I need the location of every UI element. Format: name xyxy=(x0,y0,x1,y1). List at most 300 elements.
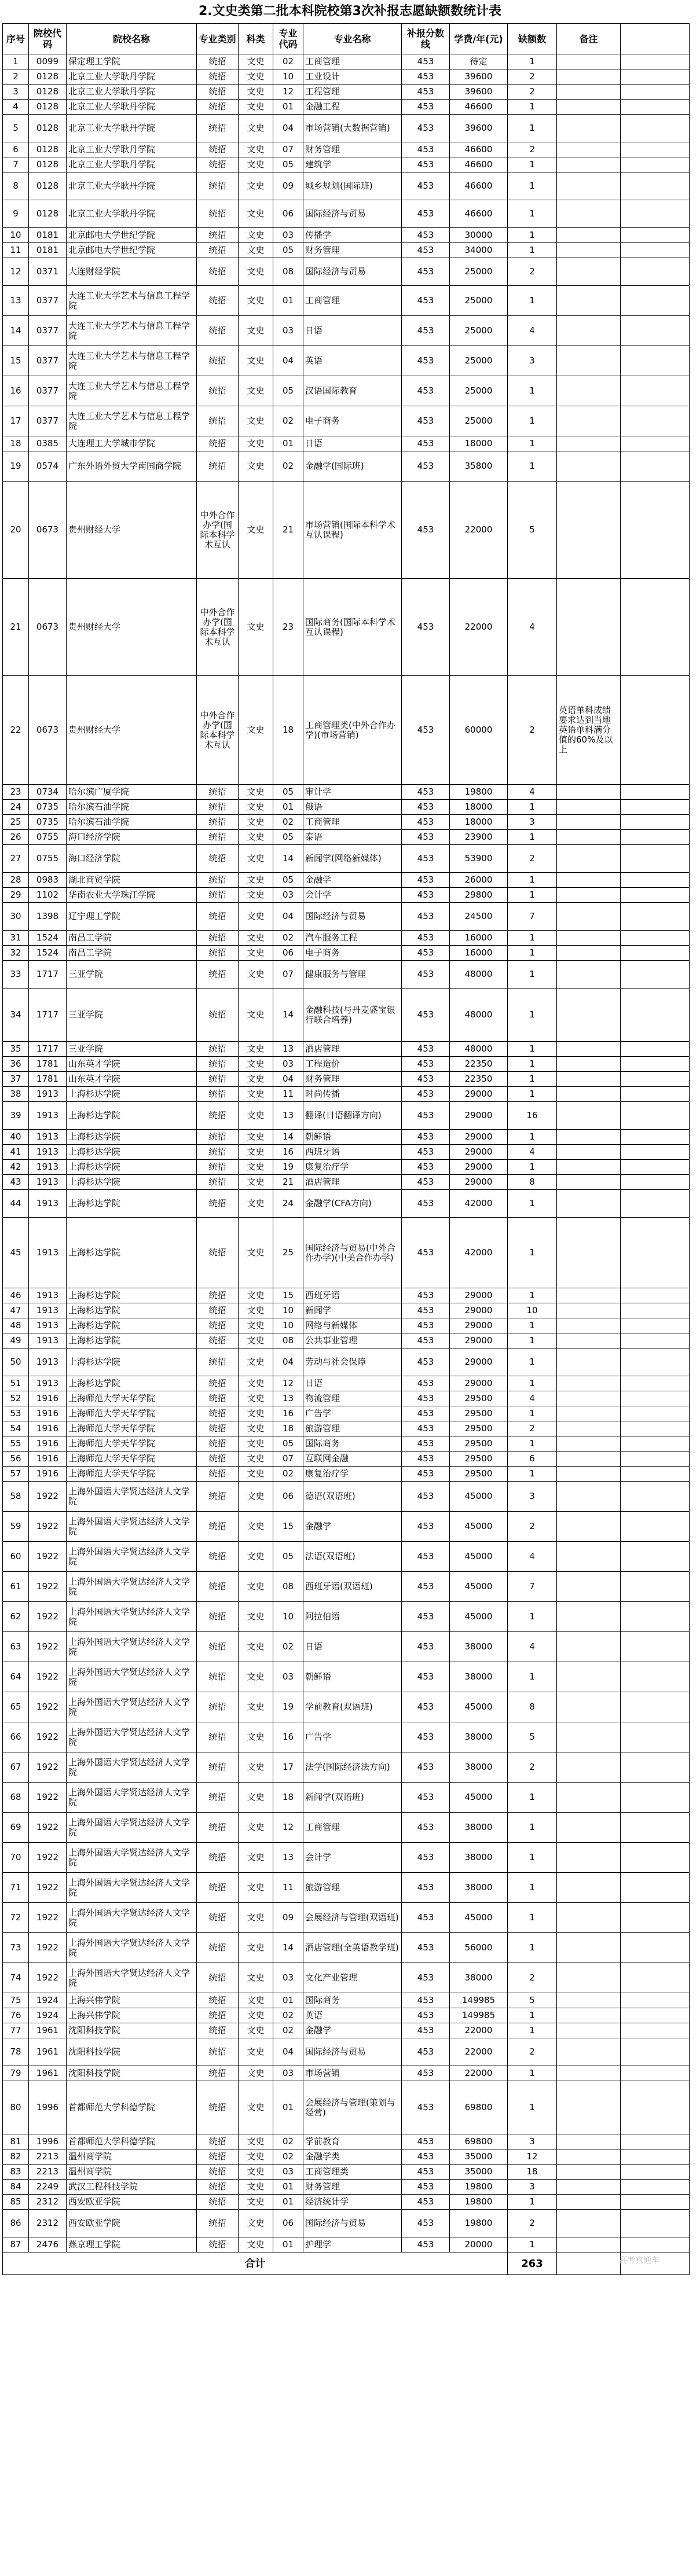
cell-school: 西安欧亚学院 xyxy=(67,2195,197,2210)
cell-score-line: 453 xyxy=(402,451,450,482)
cell-category: 统招 xyxy=(197,2081,239,2134)
cell-code: 1961 xyxy=(29,2023,67,2038)
cell-major: 英语 xyxy=(303,2008,402,2023)
cell-major-code: 02 xyxy=(273,2134,303,2149)
cell-major-code: 04 xyxy=(273,115,303,142)
cell-note xyxy=(557,1993,621,2008)
cell-gap: 1 xyxy=(508,2066,557,2081)
cell-note xyxy=(557,1451,621,1467)
table-row xyxy=(3,406,690,436)
cell-subject: 文史 xyxy=(239,157,273,172)
cell-note xyxy=(557,172,621,200)
cell-score-line: 453 xyxy=(402,1057,450,1072)
cell-code: 1922 xyxy=(29,1482,67,1512)
cell-subject: 文史 xyxy=(239,228,273,243)
cell-category: 中外合作办学(国际本科学术互认 xyxy=(197,482,239,579)
cell-major-code: 09 xyxy=(273,172,303,200)
table-row xyxy=(3,1451,690,1467)
cell-score-line: 453 xyxy=(402,1813,450,1843)
cell-score-line: 453 xyxy=(402,1752,450,1783)
cell-school: 三亚学院 xyxy=(67,961,197,988)
cell-school: 贵州财经大学 xyxy=(67,482,197,579)
cell-major-code: 21 xyxy=(273,1175,303,1190)
cell-code: 1913 xyxy=(29,1318,67,1333)
table-row xyxy=(3,1333,690,1348)
cell-major-code: 10 xyxy=(273,1602,303,1632)
cell-major: 国际经济与贸易 xyxy=(303,200,402,228)
table-row xyxy=(3,1391,690,1406)
cell-spare xyxy=(621,316,690,346)
cell-note xyxy=(557,1467,621,1482)
cell-major-code: 05 xyxy=(273,830,303,845)
cell-note xyxy=(557,200,621,228)
cell-category: 统招 xyxy=(197,961,239,988)
cell-no: 37 xyxy=(3,1072,29,1087)
cell-no: 70 xyxy=(3,1843,29,1873)
cell-no: 42 xyxy=(3,1160,29,1175)
table-row xyxy=(3,1752,690,1783)
cell-gap: 2 xyxy=(508,2038,557,2066)
cell-note xyxy=(557,1376,621,1391)
cell-subject: 文史 xyxy=(239,482,273,579)
cell-subject: 文史 xyxy=(239,451,273,482)
cell-code: 1913 xyxy=(29,1175,67,1190)
cell-score-line: 453 xyxy=(402,1692,450,1722)
cell-category: 统招 xyxy=(197,200,239,228)
cell-spare xyxy=(621,2237,690,2252)
cell-spare xyxy=(621,1042,690,1057)
cell-school: 北京工业大学耿丹学院 xyxy=(67,157,197,172)
cell-no: 9 xyxy=(3,200,29,228)
cell-no: 53 xyxy=(3,1406,29,1421)
cell-subject: 文史 xyxy=(239,2180,273,2195)
cell-major-code: 06 xyxy=(273,1482,303,1512)
cell-major-code: 08 xyxy=(273,1572,303,1602)
cell-category: 统招 xyxy=(197,2134,239,2149)
cell-school: 上海师范大学天华学院 xyxy=(67,1406,197,1421)
cell-major-code: 14 xyxy=(273,845,303,873)
cell-spare xyxy=(621,1057,690,1072)
cell-score-line: 453 xyxy=(402,2081,450,2134)
cell-score-line: 453 xyxy=(402,1288,450,1303)
cell-subject: 文史 xyxy=(239,1318,273,1333)
table-row xyxy=(3,1993,690,2008)
cell-major-code: 14 xyxy=(273,1933,303,1963)
cell-gap: 2 xyxy=(508,2210,557,2237)
cell-subject: 文史 xyxy=(239,2134,273,2149)
cell-school: 上海杉达学院 xyxy=(67,1288,197,1303)
cell-school: 哈尔滨广厦学院 xyxy=(67,785,197,800)
cell-note xyxy=(557,845,621,873)
cell-major: 西班牙语 xyxy=(303,1288,402,1303)
cell-note xyxy=(557,1057,621,1072)
cell-gap: 4 xyxy=(508,1391,557,1406)
cell-gap: 1 xyxy=(508,1160,557,1175)
cell-fee: 39600 xyxy=(450,115,508,142)
cell-code: 0128 xyxy=(29,100,67,115)
cell-no: 44 xyxy=(3,1190,29,1218)
cell-major-code: 02 xyxy=(273,2008,303,2023)
cell-gap: 1 xyxy=(508,988,557,1042)
cell-subject: 文史 xyxy=(239,1057,273,1072)
cell-spare xyxy=(621,200,690,228)
cell-no: 52 xyxy=(3,1391,29,1406)
cell-school: 上海杉达学院 xyxy=(67,1218,197,1288)
cell-major-code: 10 xyxy=(273,1303,303,1318)
cell-subject: 文史 xyxy=(239,815,273,830)
cell-spare xyxy=(621,2195,690,2210)
cell-major-code: 02 xyxy=(273,1632,303,1662)
table-row xyxy=(3,961,690,988)
cell-school: 上海兴伟学院 xyxy=(67,2008,197,2023)
cell-gap: 1 xyxy=(508,1843,557,1873)
cell-spare xyxy=(621,1873,690,1903)
cell-code: 2213 xyxy=(29,2165,67,2180)
cell-major: 国际商务 xyxy=(303,1436,402,1451)
cell-subject: 文史 xyxy=(239,115,273,142)
cell-note xyxy=(557,903,621,931)
cell-note xyxy=(557,888,621,903)
cell-major-code: 04 xyxy=(273,903,303,931)
cell-subject: 文史 xyxy=(239,1752,273,1783)
cell-score-line: 453 xyxy=(402,579,450,676)
cell-category: 统招 xyxy=(197,1348,239,1376)
cell-note xyxy=(557,1783,621,1813)
cell-category: 统招 xyxy=(197,1451,239,1467)
cell-category: 统招 xyxy=(197,1145,239,1160)
cell-major-code: 01 xyxy=(273,2180,303,2195)
cell-code: 1922 xyxy=(29,1692,67,1722)
cell-gap: 1 xyxy=(508,1333,557,1348)
cell-school: 西安欧亚学院 xyxy=(67,2210,197,2237)
cell-category: 统招 xyxy=(197,69,239,84)
cell-score-line: 453 xyxy=(402,1042,450,1057)
cell-score-line: 453 xyxy=(402,406,450,436)
cell-score-line: 453 xyxy=(402,258,450,286)
cell-category: 统招 xyxy=(197,346,239,376)
cell-category: 统招 xyxy=(197,54,239,69)
cell-fee: 22000 xyxy=(450,2023,508,2038)
cell-no: 51 xyxy=(3,1376,29,1391)
cell-fee: 38000 xyxy=(450,1722,508,1752)
cell-major: 朝鲜语 xyxy=(303,1662,402,1692)
cell-score-line: 453 xyxy=(402,1632,450,1662)
cell-category: 统招 xyxy=(197,2180,239,2195)
cell-score-line: 453 xyxy=(402,482,450,579)
cell-gap: 1 xyxy=(508,946,557,961)
cell-no: 27 xyxy=(3,845,29,873)
cell-major-code: 14 xyxy=(273,988,303,1042)
cell-spare xyxy=(621,888,690,903)
cell-school: 上海师范大学天华学院 xyxy=(67,1451,197,1467)
cell-gap: 4 xyxy=(508,1632,557,1662)
cell-spare xyxy=(621,376,690,406)
cell-subject: 文史 xyxy=(239,1102,273,1130)
cell-school: 上海外国语大学贤达经济人文学院 xyxy=(67,1512,197,1542)
cell-score-line: 453 xyxy=(402,436,450,451)
cell-spare xyxy=(621,2180,690,2195)
cell-no: 20 xyxy=(3,482,29,579)
cell-major-code: 03 xyxy=(273,2165,303,2180)
cell-major: 公共事业管理 xyxy=(303,1333,402,1348)
cell-note xyxy=(557,1632,621,1662)
cell-category: 统招 xyxy=(197,873,239,888)
cell-gap: 2 xyxy=(508,142,557,157)
cell-major: 互联网金融 xyxy=(303,1451,402,1467)
cell-spare xyxy=(621,1602,690,1632)
cell-note xyxy=(557,2081,621,2134)
cell-subject: 文史 xyxy=(239,1087,273,1102)
cell-spare xyxy=(621,2081,690,2134)
cell-major: 金融工程 xyxy=(303,100,402,115)
cell-gap: 1 xyxy=(508,157,557,172)
cell-no: 49 xyxy=(3,1333,29,1348)
cell-spare xyxy=(621,2210,690,2237)
cell-fee: 149985 xyxy=(450,2008,508,2023)
cell-gap: 1 xyxy=(508,1190,557,1218)
cell-major: 物流管理 xyxy=(303,1391,402,1406)
cell-major: 工商管理 xyxy=(303,815,402,830)
cell-note xyxy=(557,2008,621,2023)
cell-spare xyxy=(621,54,690,69)
cell-subject: 文史 xyxy=(239,1933,273,1963)
cell-gap: 1 xyxy=(508,1288,557,1303)
cell-school: 贵州财经大学 xyxy=(67,676,197,785)
cell-no: 24 xyxy=(3,800,29,815)
cell-code: 1922 xyxy=(29,1783,67,1813)
table-row xyxy=(3,815,690,830)
cell-subject: 文史 xyxy=(239,406,273,436)
cell-note xyxy=(557,1175,621,1190)
cell-school: 哈尔滨石油学院 xyxy=(67,815,197,830)
cell-subject: 文史 xyxy=(239,830,273,845)
cell-subject: 文史 xyxy=(239,100,273,115)
cell-major-code: 08 xyxy=(273,1333,303,1348)
cell-major-code: 05 xyxy=(273,376,303,406)
cell-no: 84 xyxy=(3,2180,29,2195)
table-row xyxy=(3,1348,690,1376)
cell-school: 大连理工大学城市学院 xyxy=(67,436,197,451)
cell-spare xyxy=(621,785,690,800)
cell-gap: 1 xyxy=(508,54,557,69)
cell-major-code: 21 xyxy=(273,482,303,579)
cell-major-code: 24 xyxy=(273,1190,303,1218)
table-row xyxy=(3,2180,690,2195)
cell-major: 酒店管理 xyxy=(303,1042,402,1057)
table-row xyxy=(3,2237,690,2252)
cell-category: 统招 xyxy=(197,1421,239,1436)
cell-spare xyxy=(621,258,690,286)
cell-code: 1717 xyxy=(29,1042,67,1057)
cell-major: 国际商务 xyxy=(303,1993,402,2008)
cell-gap: 1 xyxy=(508,961,557,988)
cell-note xyxy=(557,800,621,815)
cell-code: 1922 xyxy=(29,1602,67,1632)
cell-school: 北京工业大学耿丹学院 xyxy=(67,172,197,200)
cell-major: 网络与新媒体 xyxy=(303,1318,402,1333)
cell-subject: 文史 xyxy=(239,676,273,785)
cell-major-code: 02 xyxy=(273,54,303,69)
cell-gap: 1 xyxy=(508,1087,557,1102)
table-row xyxy=(3,785,690,800)
cell-fee: 38000 xyxy=(450,1873,508,1903)
cell-code: 1922 xyxy=(29,1512,67,1542)
cell-score-line: 453 xyxy=(402,172,450,200)
cell-fee: 42000 xyxy=(450,1190,508,1218)
cell-fee: 56000 xyxy=(450,1933,508,1963)
cell-major-code: 02 xyxy=(273,406,303,436)
cell-gap: 3 xyxy=(508,2134,557,2149)
cell-category: 统招 xyxy=(197,1102,239,1130)
table-row xyxy=(3,2165,690,2180)
cell-spare xyxy=(621,243,690,258)
cell-subject: 文史 xyxy=(239,1813,273,1843)
cell-fee: 39600 xyxy=(450,84,508,100)
cell-note xyxy=(557,1692,621,1722)
cell-gap: 7 xyxy=(508,1572,557,1602)
cell-major: 工商管理 xyxy=(303,286,402,316)
cell-spare xyxy=(621,1843,690,1873)
cell-category: 统招 xyxy=(197,1190,239,1218)
table-row xyxy=(3,873,690,888)
cell-spare xyxy=(621,1813,690,1843)
cell-spare xyxy=(621,1145,690,1160)
cell-spare xyxy=(621,2134,690,2149)
cell-category: 统招 xyxy=(197,1303,239,1318)
cell-subject: 文史 xyxy=(239,1391,273,1406)
cell-fee: 45000 xyxy=(450,1572,508,1602)
cell-note xyxy=(557,2134,621,2149)
cell-no: 62 xyxy=(3,1602,29,1632)
cell-subject: 文史 xyxy=(239,1542,273,1572)
cell-fee: 42000 xyxy=(450,1218,508,1288)
cell-fee: 20000 xyxy=(450,2237,508,2252)
cell-major-code: 02 xyxy=(273,931,303,946)
cell-subject: 文史 xyxy=(239,316,273,346)
cell-major: 酒店管理 xyxy=(303,1175,402,1190)
cell-major-code: 25 xyxy=(273,1218,303,1288)
cell-fee: 29000 xyxy=(450,1087,508,1102)
cell-subject: 文史 xyxy=(239,436,273,451)
cell-note xyxy=(557,946,621,961)
cell-no: 75 xyxy=(3,1993,29,2008)
cell-no: 59 xyxy=(3,1512,29,1542)
cell-fee: 29500 xyxy=(450,1391,508,1406)
cell-code: 1717 xyxy=(29,988,67,1042)
cell-code: 1781 xyxy=(29,1072,67,1087)
cell-code: 1922 xyxy=(29,1542,67,1572)
cell-major: 日语 xyxy=(303,436,402,451)
cell-major-code: 15 xyxy=(273,1288,303,1303)
cell-note xyxy=(557,2210,621,2237)
cell-gap: 10 xyxy=(508,1303,557,1318)
cell-subject: 文史 xyxy=(239,1783,273,1813)
table-row xyxy=(3,2134,690,2149)
cell-gap: 1 xyxy=(508,1376,557,1391)
cell-spare xyxy=(621,579,690,676)
table-row xyxy=(3,436,690,451)
table-row xyxy=(3,946,690,961)
cell-subject: 文史 xyxy=(239,1903,273,1933)
cell-school: 大连工业大学艺术与信息工程学院 xyxy=(67,316,197,346)
cell-spare xyxy=(621,1752,690,1783)
cell-fee: 45000 xyxy=(450,1542,508,1572)
cell-major-code: 01 xyxy=(273,286,303,316)
cell-school: 海口经济学院 xyxy=(67,845,197,873)
cell-subject: 文史 xyxy=(239,2081,273,2134)
cell-major: 西班牙语 xyxy=(303,1145,402,1160)
cell-fee: 19800 xyxy=(450,2180,508,2195)
cell-fee: 45000 xyxy=(450,1512,508,1542)
cell-score-line: 453 xyxy=(402,1783,450,1813)
cell-gap: 1 xyxy=(508,172,557,200)
cell-gap: 1 xyxy=(508,286,557,316)
cell-gap: 1 xyxy=(508,1873,557,1903)
cell-no: 21 xyxy=(3,579,29,676)
cell-spare xyxy=(621,1722,690,1752)
cell-school: 上海杉达学院 xyxy=(67,1130,197,1145)
cell-category: 统招 xyxy=(197,84,239,100)
cell-school: 海口经济学院 xyxy=(67,830,197,845)
cell-spare xyxy=(621,406,690,436)
cell-major: 康复治疗学 xyxy=(303,1160,402,1175)
cell-major: 学前教育 xyxy=(303,2134,402,2149)
cell-fee: 29000 xyxy=(450,1288,508,1303)
cell-school: 北京工业大学耿丹学院 xyxy=(67,84,197,100)
cell-category: 统招 xyxy=(197,1130,239,1145)
cell-major-code: 03 xyxy=(273,228,303,243)
cell-note: 英语单科成绩要求达到当地英语单科满分值的60%及以上 xyxy=(557,676,621,785)
cell-major-code: 12 xyxy=(273,84,303,100)
table-row xyxy=(3,84,690,100)
table-row xyxy=(3,903,690,931)
cell-fee: 39600 xyxy=(450,69,508,84)
cell-major: 工商管理类 xyxy=(303,2165,402,2180)
cell-gap: 3 xyxy=(508,1482,557,1512)
cell-major: 金融学(国际班) xyxy=(303,451,402,482)
table-row xyxy=(3,142,690,157)
cell-gap: 1 xyxy=(508,931,557,946)
cell-school: 上海外国语大学贤达经济人文学院 xyxy=(67,1692,197,1722)
cell-no: 83 xyxy=(3,2165,29,2180)
cell-note xyxy=(557,2195,621,2210)
cell-no: 22 xyxy=(3,676,29,785)
cell-code: 1922 xyxy=(29,1662,67,1692)
cell-category: 统招 xyxy=(197,1482,239,1512)
cell-major-code: 16 xyxy=(273,1406,303,1421)
cell-school: 山东英才学院 xyxy=(67,1072,197,1087)
cell-code: 2213 xyxy=(29,2149,67,2165)
cell-subject: 文史 xyxy=(239,1722,273,1752)
cell-score-line: 453 xyxy=(402,1130,450,1145)
cell-category: 统招 xyxy=(197,1160,239,1175)
cell-category: 中外合作办学(国际本科学术互认 xyxy=(197,676,239,785)
header-score-line: 补报分数线 xyxy=(402,24,450,54)
cell-fee: 19800 xyxy=(450,785,508,800)
cell-spare xyxy=(621,1542,690,1572)
cell-major: 健康服务与管理 xyxy=(303,961,402,988)
cell-no: 23 xyxy=(3,785,29,800)
cell-note xyxy=(557,258,621,286)
cell-gap: 3 xyxy=(508,346,557,376)
cell-score-line: 453 xyxy=(402,1482,450,1512)
cell-spare xyxy=(621,903,690,931)
cell-major: 德语(双语班) xyxy=(303,1482,402,1512)
cell-note xyxy=(557,1303,621,1318)
cell-major-code: 07 xyxy=(273,142,303,157)
cell-spare xyxy=(621,1218,690,1288)
cell-major-code: 12 xyxy=(273,1376,303,1391)
